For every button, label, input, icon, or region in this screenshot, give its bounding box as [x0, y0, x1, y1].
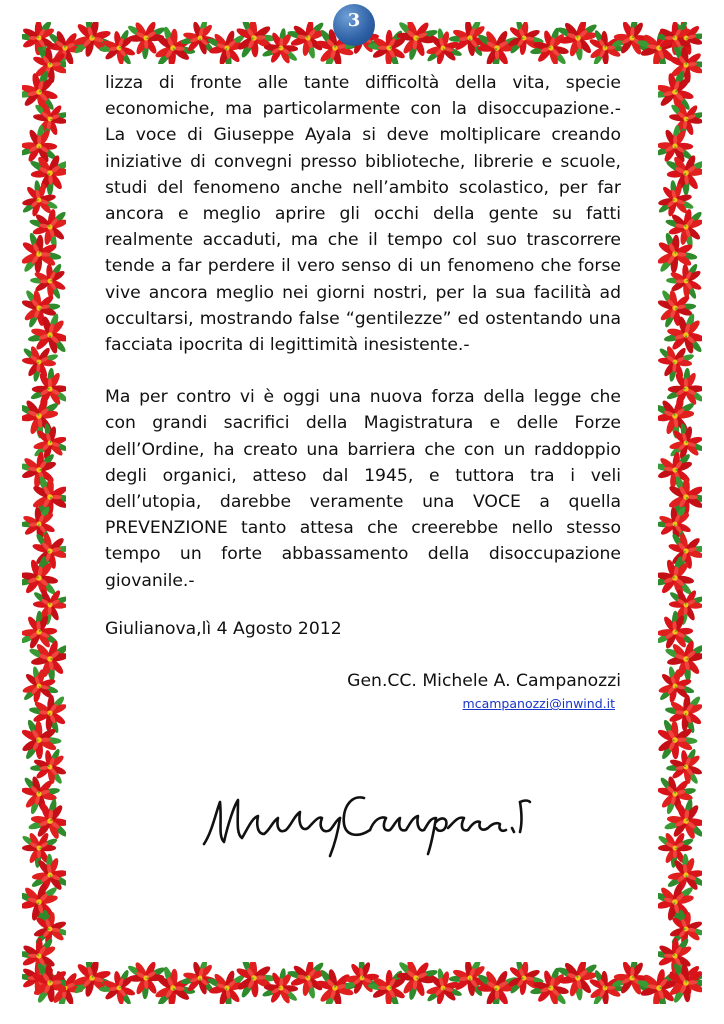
paragraph-2: Ma per contro vi è oggi una nuova forza della legge che con grandi sacrifici della Magistratura e delle Forze dell’Ordine, ha creato una barriera che con un raddoppio degli organici, atteso dal 1945, e tuttora tra i veli dell’utopia, darebbe veramente una VOCE a quella PREVENZIONE tanto attesa che creerebbe nello stesso tempo un forte abbassamento della disoccupazione giovanile.- [105, 387, 621, 591]
signer-name: Gen.CC. Michele A. Campanozzi [347, 671, 621, 692]
page-number: 3 [347, 10, 361, 31]
poinsettia-icon [476, 969, 519, 1004]
signer-email-link[interactable]: mcampanozzi@inwind.it [462, 696, 615, 712]
poinsettia-border-bottom [22, 962, 702, 1004]
poinsettia-border-left [22, 22, 66, 1004]
letter-body [105, 70, 621, 712]
paragraph-1: lizza di fronte alle tante difficoltà della vita, specie economiche, ma particolarmente con la disoccupazione.- La voce di Giuseppe Ayala si deve moltiplicare creando iniziative di convegni presso biblioteche, librerie e scuole, studi del fenomeno anche nell’ambito scolastico, per far ancora e meglio aprire gli occhi della gente su fatti realmente accaduti, ma che il tempo col suo trascorrere tende a far perdere il vero senso di un fenomeno che forse vive ancora meglio nei giorni nostri, per la sua facilità ad occultarsi, mostrando false “gentilezze” ed ostentando una facciata ipocrita di legittimità inesistente.- [105, 73, 621, 356]
page-number-badge [333, 4, 375, 46]
dateline: Giulianova,lì 4 Agosto 2012 [105, 618, 342, 639]
poinsettia-icon [476, 29, 519, 64]
signature-block [105, 668, 621, 712]
poinsettia-border-right [658, 22, 702, 1004]
handwritten-signature [198, 772, 534, 862]
paragraph-gap [105, 358, 621, 384]
